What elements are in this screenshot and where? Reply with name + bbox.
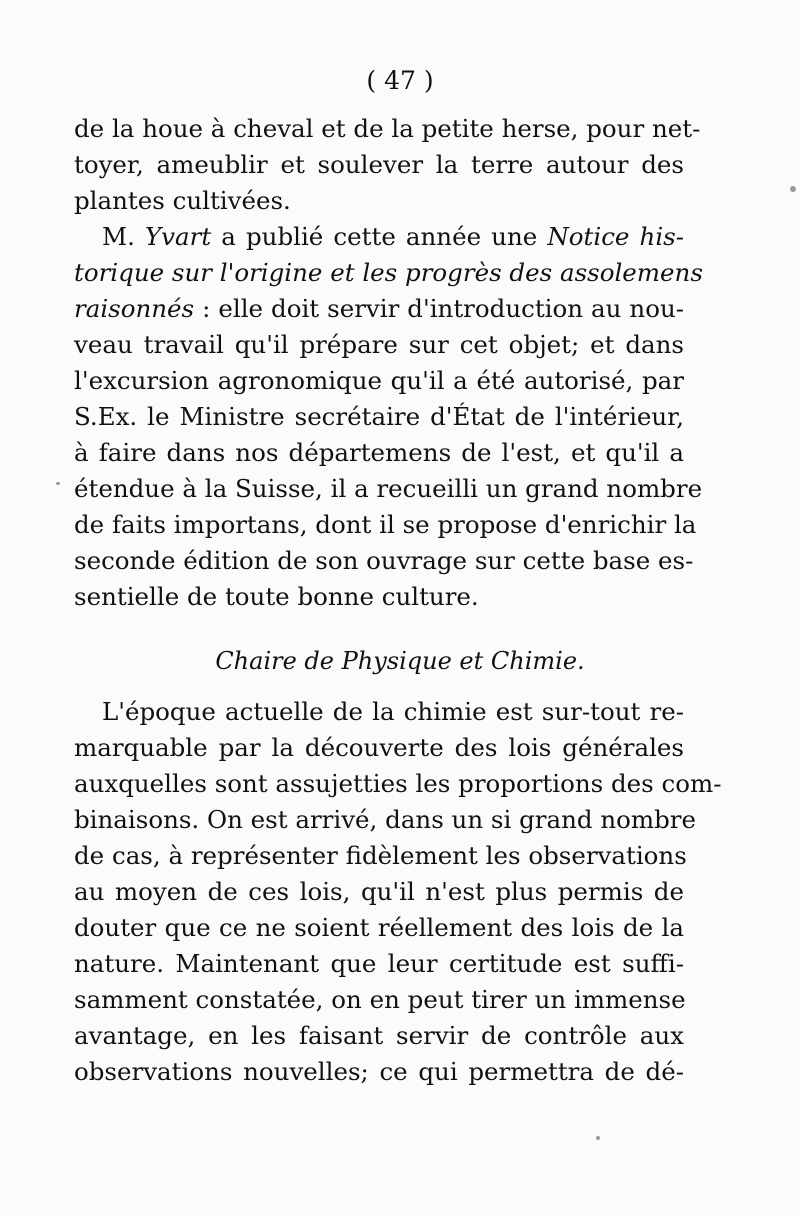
text-line: marquable par la découverte des lois générales <box>74 733 684 762</box>
work-title: Notice his- <box>547 222 685 251</box>
text-run: : elle doit servir d'introduction au nou- <box>194 294 684 323</box>
page-number: ( 47 ) <box>366 66 434 95</box>
paper-speck <box>596 1136 600 1140</box>
text-line: au moyen de ces lois, qu'il n'est plus permis de <box>74 877 684 906</box>
text-line: L'époque actuelle de la chimie est sur-tout re- <box>102 697 684 726</box>
paper-speck <box>56 482 60 485</box>
text-line <box>74 220 684 254</box>
text-line: veau travail qu'il prépare sur cet objet; et dans <box>74 330 684 359</box>
text-line <box>74 292 684 326</box>
text-run: M. <box>102 222 145 251</box>
author-name: Yvart <box>144 222 212 251</box>
text-line: samment constatée, on en peut tirer un immense <box>74 985 686 1014</box>
text-line: de cas, à représenter fidèlement les observations <box>74 841 687 870</box>
text-line: auxquelles sont assujetties les proportions des com- <box>74 769 722 798</box>
text-line: avantage, en les faisant servir de contrôle aux <box>74 1021 684 1050</box>
text-line: observations nouvelles; ce qui permettra de dé- <box>74 1057 684 1086</box>
work-title: raisonnés <box>74 294 195 323</box>
text-line: l'excursion agronomique qu'il a été autorisé, par <box>74 366 684 395</box>
text-line: binaisons. On est arrivé, dans un si grand nombre <box>74 805 697 834</box>
section-heading: Chaire de Physique et Chimie. <box>215 647 585 675</box>
text-line: sentielle de toute bonne culture. <box>74 582 479 611</box>
text-line: de la houe à cheval et de la petite herse, pour net- <box>74 114 701 143</box>
text-line: douter que ce ne soient réellement des lois de la <box>74 913 684 942</box>
text-run: a publié cette année une <box>211 222 548 251</box>
text-line: à faire dans nos départemens de l'est, et qu'il a <box>74 438 684 467</box>
text-line: seconde édition de son ouvrage sur cette base es- <box>74 546 694 575</box>
text-line: plantes cultivées. <box>74 186 291 215</box>
work-title-line: torique sur l'origine et les progrès des assolemens <box>74 258 703 287</box>
text-line: S.Ex. le Ministre secrétaire d'État de l'intérieur, <box>74 402 684 431</box>
text-line: toyer, ameublir et soulever la terre autour des <box>74 150 684 179</box>
paper-speck <box>790 186 796 192</box>
text-line: étendue à la Suisse, il a recueilli un grand nombre <box>74 474 703 503</box>
text-line: de faits importans, dont il se propose d'enrichir la <box>74 510 697 539</box>
text-line: nature. Maintenant que leur certitude est suffi- <box>74 949 684 978</box>
